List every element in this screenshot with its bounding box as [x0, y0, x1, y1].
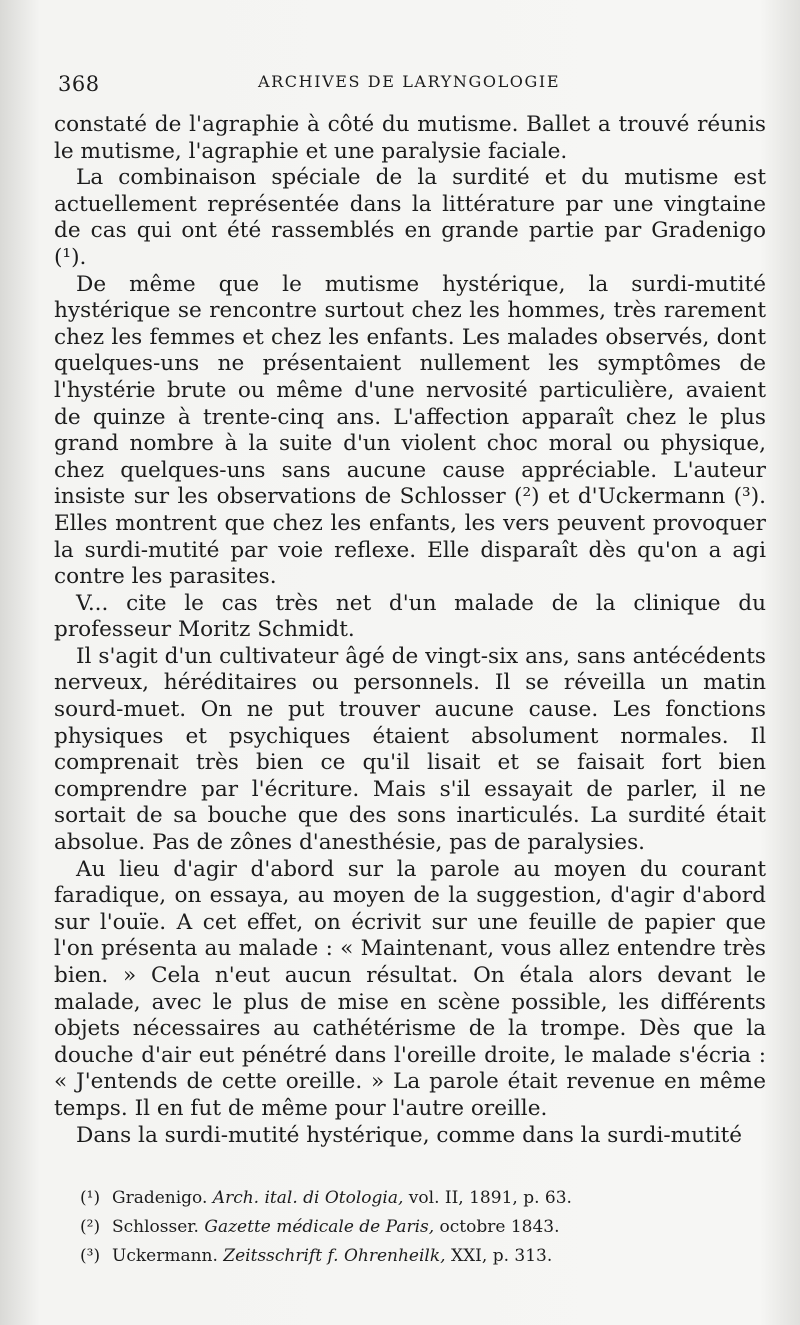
footnote-3 [80, 1242, 760, 1271]
footnote-mark: (²) [80, 1217, 101, 1237]
footnote-mark: (³) [80, 1246, 101, 1266]
footnote-mark: (¹) [80, 1188, 101, 1208]
paragraph-2: La combinaison spéciale de la surdité et du mutisme est actuellement représentée dans la littérature par une vingtaine de cas qui ont été rassemblés en grande partie par Gradenigo (¹). [54, 165, 766, 270]
body-text [54, 112, 766, 1149]
footnote-author: Gradenigo. [112, 1188, 213, 1208]
footnote-journal: Zeitsschrift f. Ohrenheilk, [223, 1246, 446, 1266]
footnote-1 [80, 1184, 760, 1213]
footnote-author: Schlosser. [112, 1217, 205, 1237]
footnote-reference: vol. II, 1891, p. 63. [403, 1188, 572, 1208]
page-number: 368 [58, 72, 100, 96]
page-header [58, 62, 758, 96]
footnote-journal: Arch. ital. di Otologia, [212, 1188, 404, 1208]
footnote-author: Uckermann. [112, 1246, 224, 1266]
running-title: ARCHIVES DE LARYNGOLOGIE [258, 72, 561, 91]
paragraph-1: constaté de l'agraphie à côté du mutisme. Ballet a trouvé réunis le mutisme, l'agraphie et une paralysie faciale. [54, 112, 766, 164]
paragraph-5: Il s'agit d'un cultivateur âgé de vingt-six ans, sans antécédents nerveux, héréditaires ou personnels. Il se réveilla un matin sourd-muet. On ne put trouver aucune cause. Les fonctions physiques et psychiques étaient absolument normales. Il comprenait très bien ce qu'il lisait et se faisait fort bien comprendre par l'écriture. Mais s'il essayait de parler, il ne sortait de sa bouche que des sons inarticulés. La surdité était absolue. Pas de zônes d'anesthésie, pas de paralysies. [54, 643, 766, 856]
footnote-reference: octobre 1843. [434, 1217, 560, 1237]
paragraph-7: Dans la surdi-mutité hystérique, comme dans la surdi-mutité [76, 1122, 743, 1148]
footnotes [80, 1184, 760, 1271]
paragraph-3: De même que le mutisme hystérique, la surdi-mutité hystérique se rencontre surtout chez les hommes, très rarement chez les femmes et chez les enfants. Les malades observés, dont quelques-uns ne présentaient nullement les symptômes de l'hystérie brute ou même d'une nervosité particulière, avaient de quinze à trente-cinq ans. L'affection apparaît chez le plus grand nombre à la suite d'un violent choc moral ou physique, chez quelques-uns sans aucune cause appréciable. L'auteur insiste sur les observations de Schlosser (²) et d'Uckermann (³). Elles montrent que chez les enfants, les vers peuvent provoquer la surdi-mutité par voie reflexe. Elle disparaît dès qu'on a agi contre les parasites. [54, 271, 766, 590]
footnote-journal: Gazette médicale de Paris, [204, 1217, 435, 1237]
footnote-reference: XXI, p. 313. [445, 1246, 553, 1266]
paragraph-4: V... cite le cas très net d'un malade de la clinique du professeur Moritz Schmidt. [54, 590, 766, 643]
paragraph-6: Au lieu d'agir d'abord sur la parole au moyen du courant faradique, on essaya, au moyen de la suggestion, d'agir d'abord sur l'ouïe. A cet effet, on écrivit sur une feuille de papier que l'on présenta au malade : « Maintenant, vous allez entendre très bien. » Cela n'eut aucun résultat. On étala alors devant le malade, avec le plus de mise en scène possible, les différents objets nécessaires au cathétérisme de la trompe. Dès que la douche d'air eut pénétré dans l'oreille droite, le malade s'écria : « J'entends de cette oreille. » La parole était revenue en même temps. Il en fut de même pour l'autre oreille. [54, 856, 766, 1121]
footnote-2 [80, 1213, 760, 1242]
